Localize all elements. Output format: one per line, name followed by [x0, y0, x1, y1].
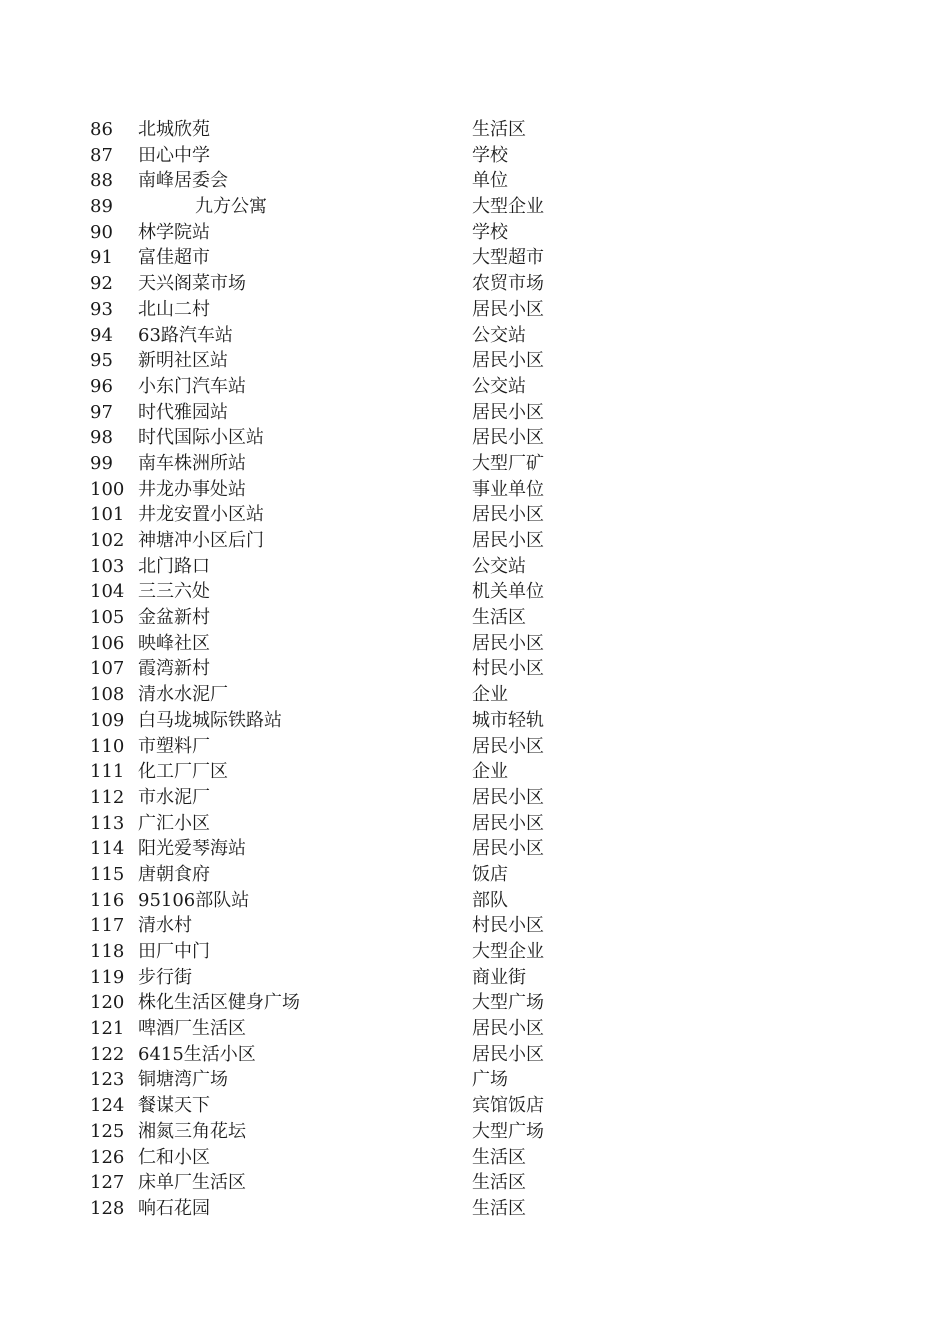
- table-row: [0, 1016, 950, 1042]
- row-number: 86: [90, 119, 113, 140]
- table-row: [0, 734, 950, 760]
- station-name: 九方公寓: [195, 196, 267, 218]
- row-number: 113: [90, 812, 125, 834]
- station-name: 63路汽车站: [138, 324, 233, 346]
- table-row: [0, 1067, 950, 1093]
- location-type: 事业单位: [472, 478, 544, 500]
- row-number: 108: [90, 684, 125, 706]
- row-number: 125: [90, 1120, 125, 1142]
- station-name: 田心中学: [138, 144, 210, 166]
- table-row: [0, 759, 950, 785]
- row-number: 100: [90, 478, 125, 500]
- station-name: 时代雅园站: [138, 401, 228, 423]
- station-name: 步行街: [138, 966, 192, 988]
- row-number: 94: [90, 324, 113, 346]
- table-row: [0, 400, 950, 426]
- row-number: 127: [90, 1172, 125, 1194]
- row-number: 120: [90, 992, 125, 1014]
- location-type: 居民小区: [472, 1018, 544, 1040]
- table-row: [0, 451, 950, 477]
- station-name: 湘氮三角花坛: [138, 1120, 246, 1142]
- row-number: 89: [90, 196, 113, 218]
- location-type: 大型企业: [472, 196, 544, 218]
- table-row: [0, 245, 950, 271]
- row-number: 92: [90, 273, 113, 295]
- row-number: 109: [90, 709, 125, 731]
- location-type: 广场: [472, 1069, 508, 1091]
- table-row: [0, 913, 950, 939]
- location-type: 机关单位: [472, 581, 544, 603]
- station-name: 映峰社区: [138, 632, 210, 654]
- location-type: 居民小区: [472, 735, 544, 757]
- table-row: [0, 323, 950, 349]
- table-row: [0, 1119, 950, 1145]
- row-number: 117: [90, 915, 125, 937]
- row-number: 118: [90, 941, 125, 962]
- station-name: 井龙办事处站: [138, 478, 246, 500]
- table-row: [0, 605, 950, 631]
- station-name: 清水水泥厂: [138, 684, 228, 706]
- table-row: [0, 477, 950, 503]
- station-name: 啤酒厂生活区: [138, 1018, 246, 1040]
- station-name: 清水村: [138, 915, 192, 937]
- station-name: 白马垅城际铁路站: [138, 709, 282, 731]
- location-type: 大型广场: [472, 992, 544, 1014]
- table-row: [0, 117, 950, 143]
- row-number: 104: [90, 581, 125, 603]
- row-number: 121: [90, 1018, 125, 1040]
- row-number: 95: [90, 350, 113, 372]
- table-row: [0, 528, 950, 554]
- location-type: 生活区: [472, 607, 526, 629]
- station-name: 新明社区站: [138, 350, 228, 372]
- station-name: 市塑料厂: [138, 735, 210, 757]
- station-name: 南峰居委会: [138, 170, 228, 192]
- location-type: 学校: [472, 144, 508, 166]
- location-type: 居民小区: [472, 838, 544, 860]
- location-type: 生活区: [472, 1146, 526, 1168]
- location-type: 居民小区: [472, 632, 544, 654]
- station-name: 时代国际小区站: [138, 427, 264, 449]
- table-row: [0, 425, 950, 451]
- station-name: 阳光爱琴海站: [138, 838, 246, 860]
- table-row: [0, 1093, 950, 1119]
- table-row: [0, 1196, 950, 1222]
- location-type: 公交站: [472, 324, 526, 346]
- table-row: [0, 168, 950, 194]
- location-type: 商业街: [472, 966, 526, 988]
- location-type: 宾馆饭店: [472, 1095, 544, 1117]
- location-type: 大型超市: [472, 247, 544, 269]
- row-number: 122: [90, 1043, 125, 1065]
- table-row: [0, 656, 950, 682]
- station-name: 林学院站: [138, 221, 210, 243]
- table-row: [0, 836, 950, 862]
- table-row: [0, 297, 950, 323]
- row-number: 102: [90, 530, 125, 551]
- station-name: 北城欣苑: [138, 119, 210, 140]
- row-number: 126: [90, 1146, 125, 1168]
- row-number: 110: [90, 735, 125, 757]
- row-number: 97: [90, 401, 113, 423]
- station-name: 北门路口: [138, 555, 210, 577]
- row-number: 101: [90, 504, 125, 526]
- table-row: [0, 682, 950, 708]
- location-type: 公交站: [472, 375, 526, 397]
- row-number: 114: [90, 838, 125, 860]
- location-type: 生活区: [472, 1172, 526, 1194]
- location-type: 居民小区: [472, 504, 544, 526]
- row-number: 96: [90, 375, 113, 397]
- station-name: 株化生活区健身广场: [138, 992, 300, 1014]
- location-type: 生活区: [472, 119, 526, 140]
- station-name: 仁和小区: [138, 1146, 210, 1168]
- location-type: 居民小区: [472, 350, 544, 372]
- row-number: 98: [90, 427, 113, 449]
- table-row: [0, 579, 950, 605]
- location-type: 大型企业: [472, 941, 544, 962]
- location-type: 生活区: [472, 1197, 526, 1219]
- station-name: 神塘冲小区后门: [138, 530, 264, 551]
- row-number: 99: [90, 452, 113, 474]
- location-type: 村民小区: [472, 915, 544, 937]
- station-name: 金盆新村: [138, 607, 210, 629]
- row-number: 119: [90, 966, 125, 988]
- location-type: 村民小区: [472, 658, 544, 680]
- station-name: 床单厂生活区: [138, 1172, 246, 1194]
- station-name: 北山二村: [138, 298, 210, 320]
- station-name: 唐朝食府: [138, 863, 210, 885]
- row-number: 124: [90, 1095, 125, 1117]
- station-name: 天兴阁菜市场: [138, 273, 246, 295]
- station-name: 小东门汽车站: [138, 375, 246, 397]
- row-number: 106: [90, 632, 125, 654]
- row-number: 88: [90, 170, 113, 192]
- table-row: [0, 811, 950, 837]
- table-row: [0, 785, 950, 811]
- row-number: 115: [90, 863, 125, 885]
- station-name: 霞湾新村: [138, 658, 210, 680]
- location-type: 农贸市场: [472, 273, 544, 295]
- station-name: 餐谋天下: [138, 1095, 210, 1117]
- station-name: 铜塘湾广场: [138, 1069, 228, 1091]
- table-row: [0, 708, 950, 734]
- station-name: 6415生活小区: [138, 1043, 256, 1065]
- station-name: 广汇小区: [138, 812, 210, 834]
- station-name: 田厂中门: [138, 941, 210, 962]
- row-number: 123: [90, 1069, 125, 1091]
- station-name: 响石花园: [138, 1197, 210, 1219]
- table-row: [0, 554, 950, 580]
- station-name: 井龙安置小区站: [138, 504, 264, 526]
- row-number: 111: [90, 761, 125, 783]
- station-list-table: [0, 117, 950, 1222]
- location-type: 企业: [472, 684, 508, 706]
- row-number: 112: [90, 786, 125, 808]
- location-type: 居民小区: [472, 401, 544, 423]
- location-type: 学校: [472, 221, 508, 243]
- station-name: 富佳超市: [138, 247, 210, 269]
- table-row: [0, 220, 950, 246]
- row-number: 91: [90, 247, 113, 269]
- location-type: 居民小区: [472, 1043, 544, 1065]
- table-row: [0, 143, 950, 169]
- table-row: [0, 502, 950, 528]
- row-number: 103: [90, 555, 125, 577]
- table-row: [0, 194, 950, 220]
- table-row: [0, 888, 950, 914]
- table-row: [0, 862, 950, 888]
- location-type: 大型厂矿: [472, 452, 544, 474]
- row-number: 116: [90, 889, 125, 911]
- location-type: 大型广场: [472, 1120, 544, 1142]
- row-number: 105: [90, 607, 125, 629]
- row-number: 107: [90, 658, 125, 680]
- row-number: 87: [90, 144, 113, 166]
- table-row: [0, 1042, 950, 1068]
- location-type: 部队: [472, 889, 508, 911]
- location-type: 居民小区: [472, 786, 544, 808]
- table-row: [0, 374, 950, 400]
- location-type: 饭店: [472, 863, 508, 885]
- location-type: 单位: [472, 170, 508, 192]
- location-type: 公交站: [472, 555, 526, 577]
- location-type: 居民小区: [472, 298, 544, 320]
- station-name: 市水泥厂: [138, 786, 210, 808]
- station-name: 南车株洲所站: [138, 452, 246, 474]
- table-row: [0, 965, 950, 991]
- location-type: 企业: [472, 761, 508, 783]
- table-row: [0, 348, 950, 374]
- table-row: [0, 1145, 950, 1171]
- row-number: 93: [90, 298, 113, 320]
- table-row: [0, 271, 950, 297]
- table-row: [0, 1170, 950, 1196]
- location-type: 居民小区: [472, 427, 544, 449]
- table-row: [0, 631, 950, 657]
- station-name: 三三六处: [138, 581, 210, 603]
- location-type: 城市轻轨: [472, 709, 544, 731]
- row-number: 128: [90, 1197, 125, 1219]
- station-name: 95106部队站: [138, 889, 250, 911]
- row-number: 90: [90, 221, 113, 243]
- table-row: [0, 990, 950, 1016]
- location-type: 居民小区: [472, 812, 544, 834]
- location-type: 居民小区: [472, 530, 544, 551]
- table-row: [0, 939, 950, 965]
- station-name: 化工厂厂区: [138, 761, 228, 783]
